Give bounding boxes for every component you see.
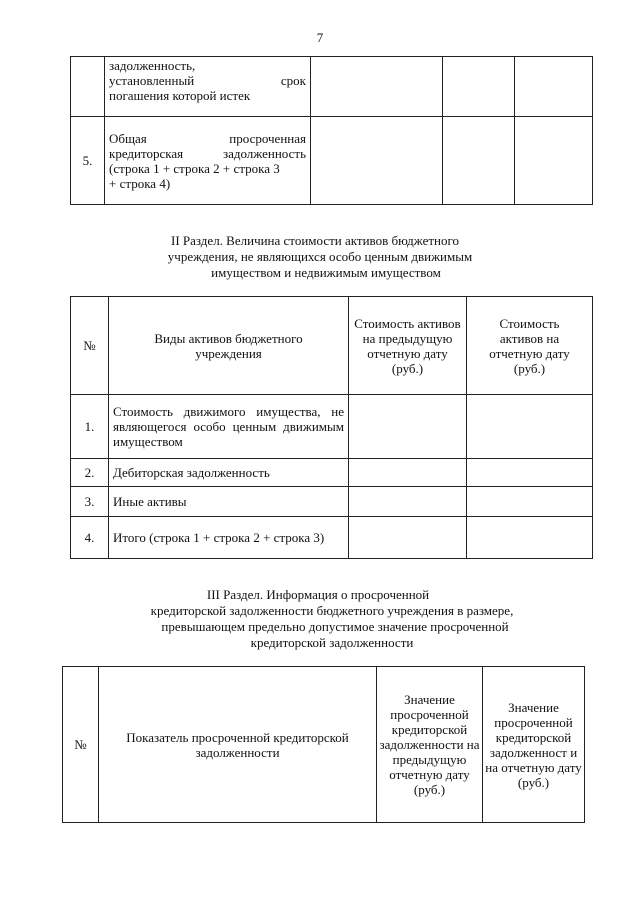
row-label-line: задолженность, [109,58,196,73]
table-row [71,517,593,559]
value-cell [515,117,593,205]
overdue-payables-table [62,666,585,823]
heading-line: превышающем предельно допустимое значение просроченной [161,619,509,634]
table-row [71,57,593,117]
row-number: 3. [71,487,109,517]
row-number: 1. [71,395,109,459]
row-label-line: (строка 1 + строка 2 + строка 3 [109,160,280,176]
assets-table [70,296,593,559]
row-label-line: установленный срок [109,73,306,88]
table-header-row [63,667,585,823]
row-label-line: + строка 4) [109,175,171,191]
value-cell [467,459,593,487]
value-cell [443,117,515,205]
row-label: Стоимость движимого имущества, не являющегося особо ценным движимым имуществом [109,395,349,459]
heading-line: имуществом и недвижимым имуществом [211,265,441,280]
row-number: 5. [71,117,105,205]
row-number [71,57,105,117]
value-cell [349,459,467,487]
heading-line: кредиторской задолженности [250,635,414,650]
section3-heading [0,587,640,651]
header-current-date: Стоимость активов на отчетную дату (руб.) [467,297,593,395]
header-previous-date: Значение просроченной кредиторской задолженности на предыдущую отчетную дату (руб.) [377,667,483,823]
table-continuation [70,56,593,205]
header-current-date: Значение просроченной кредиторской задолженност и на отчетную дату (руб.) [483,667,585,823]
value-cell [311,57,443,117]
row-label: Итого (строка 1 + строка 2 + строка 3) [109,517,349,559]
row-label-line: кредиторская задолженность [109,145,306,161]
row-label [105,117,311,205]
row-number: 4. [71,517,109,559]
header-previous-date: Стоимость активов на предыдущую отчетную дату (руб.) [349,297,467,395]
value-cell [467,395,593,459]
row-label: Дебиторская задолженность [109,459,349,487]
header-number: № [71,297,109,395]
table-row [71,395,593,459]
table-row [71,487,593,517]
section2-heading [0,233,640,281]
value-cell [349,487,467,517]
header-indicator: Показатель просроченной кредиторской задолженности [99,667,377,823]
row-label: Иные активы [109,487,349,517]
value-cell [349,395,467,459]
table-header-row [71,297,593,395]
heading-line: кредиторской задолженности бюджетного учреждения в размере, [150,603,514,618]
table-row [71,117,593,205]
header-asset-type: Виды активов бюджетного учреждения [109,297,349,395]
row-label-line: Общая просроченная [109,130,306,146]
page-number: 7 [316,30,324,45]
row-label [105,57,311,117]
value-cell [311,117,443,205]
header-number: № [63,667,99,823]
row-label-line: погашения которой истек [109,88,251,103]
heading-line: III Раздел. Информация о просроченной [206,587,430,602]
value-cell [515,57,593,117]
table-row [71,459,593,487]
row-number: 2. [71,459,109,487]
heading-line: II Раздел. Величина стоимости активов бюджетного [171,233,459,248]
value-cell [443,57,515,117]
value-cell [349,517,467,559]
heading-line: учреждения, не являющихся особо ценным движимым [167,249,473,264]
value-cell [467,487,593,517]
value-cell [467,517,593,559]
